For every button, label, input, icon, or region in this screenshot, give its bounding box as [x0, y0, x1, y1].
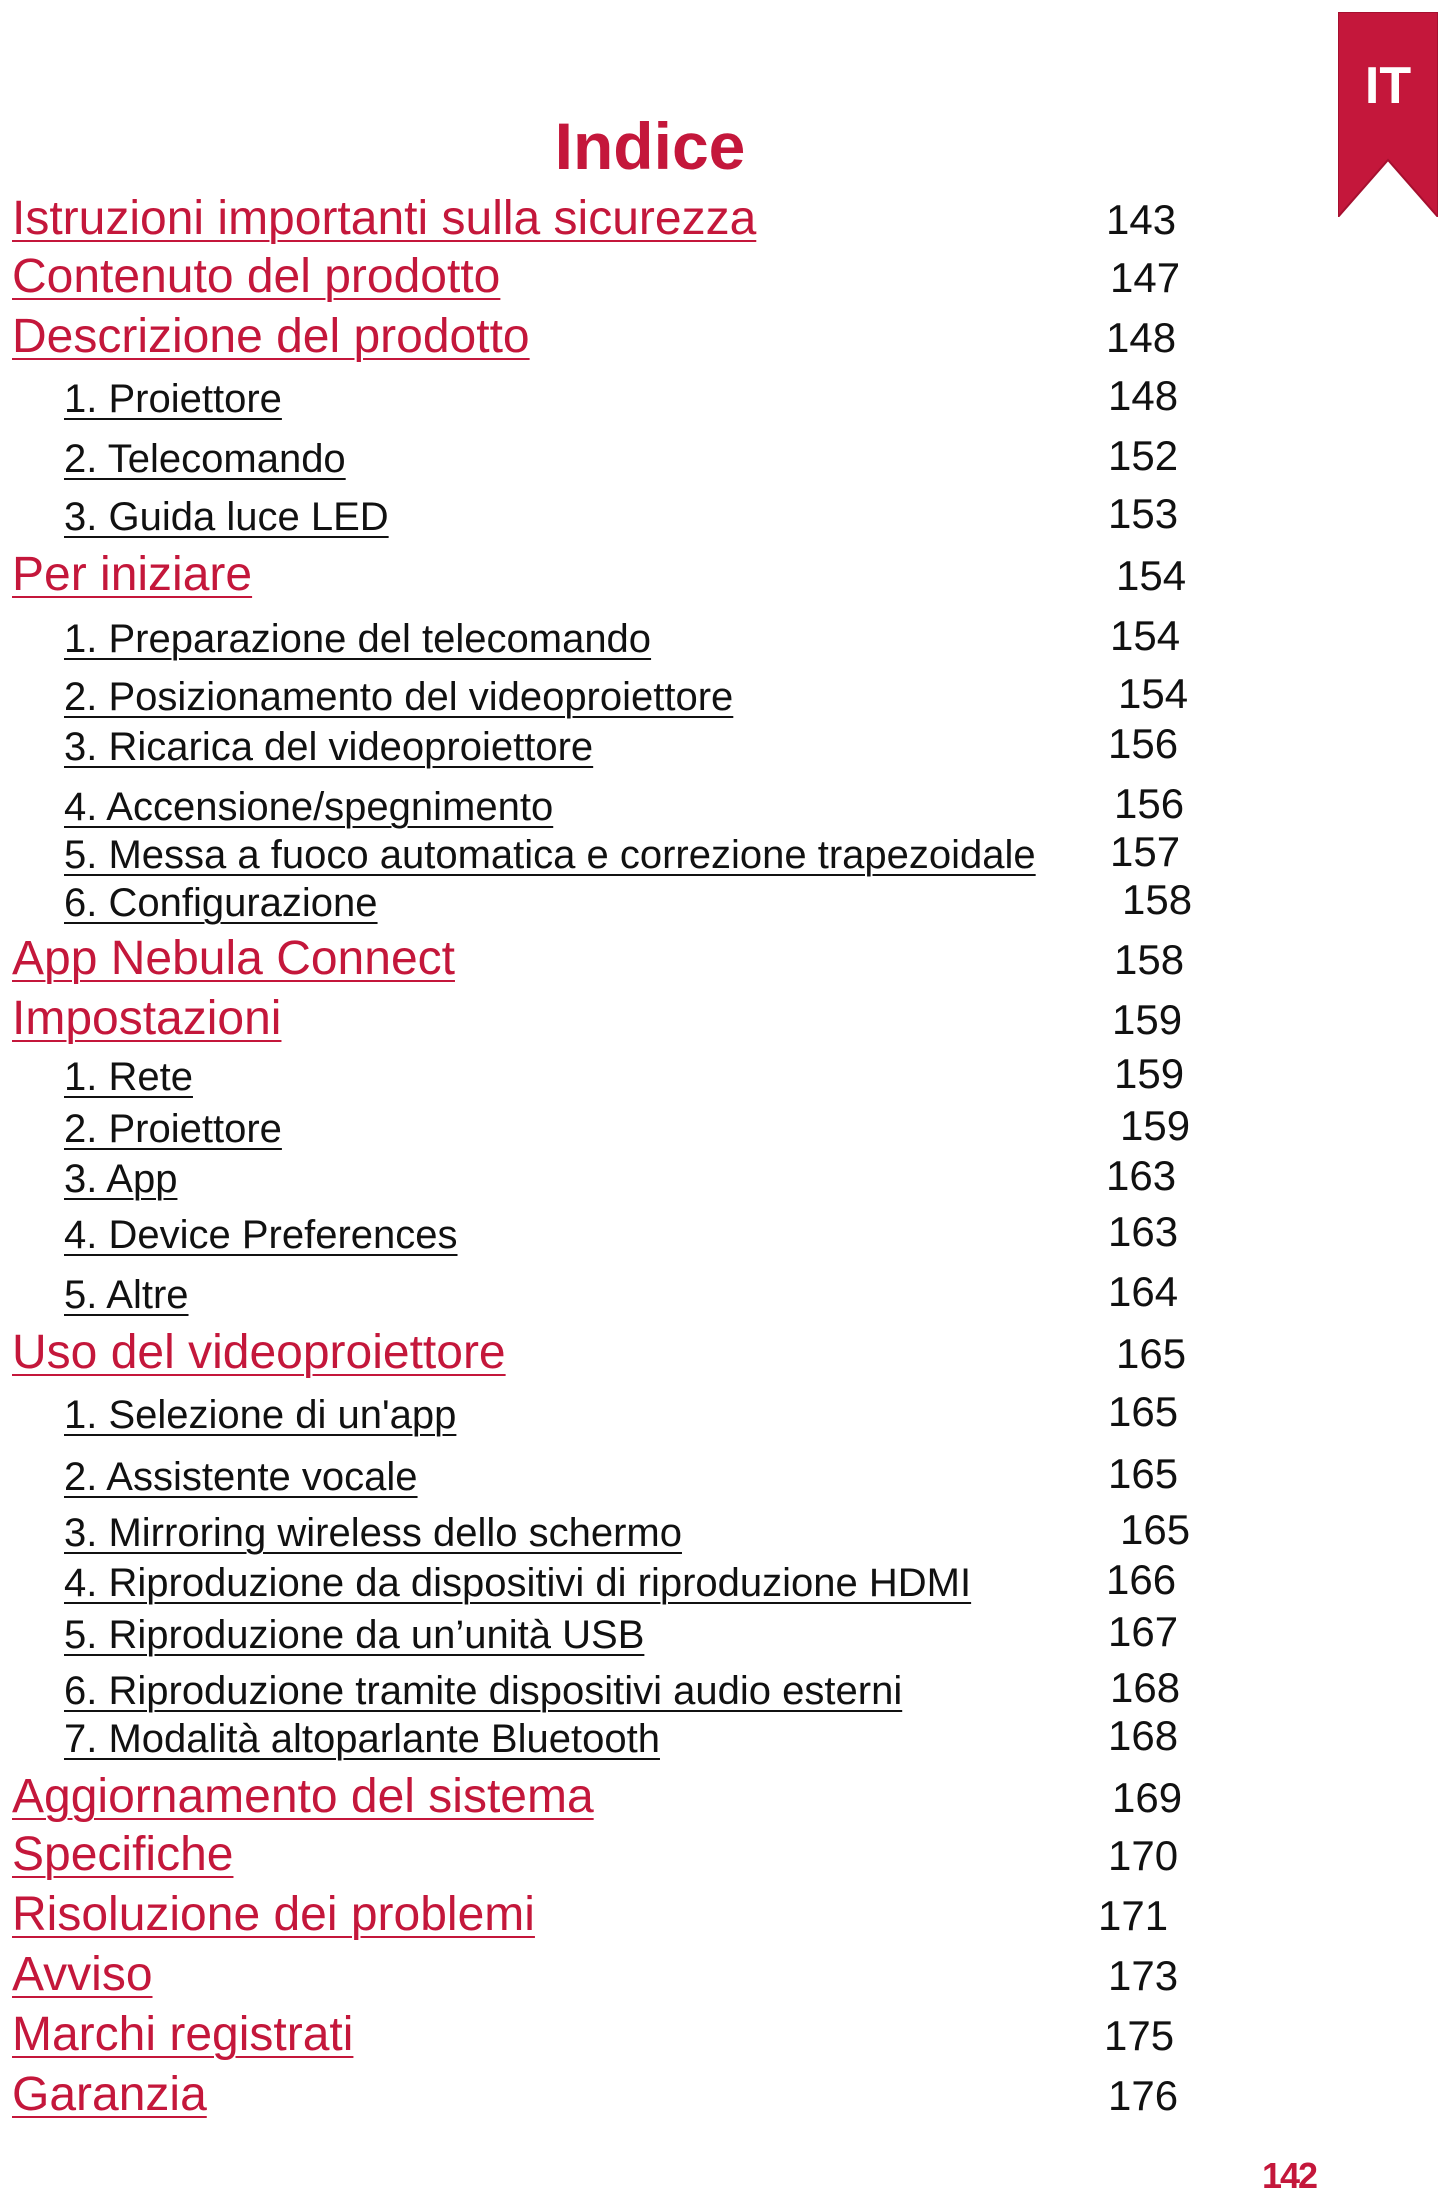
toc-subsection-entry	[0, 610, 1443, 670]
toc-page-number: 154	[1110, 612, 1181, 659]
toc-page-number: 176	[1108, 2072, 1179, 2119]
toc-entry-link[interactable]: 1. Proiettore	[64, 377, 282, 421]
toc-page-number: 157	[1110, 828, 1181, 875]
toc-entry-link[interactable]: Descrizione del prodotto	[12, 310, 530, 363]
toc-section-entry	[0, 934, 1443, 994]
toc-page-number: 154	[1118, 670, 1189, 717]
toc-page-number: 165	[1120, 1506, 1191, 1553]
toc-entry-link[interactable]: Avviso	[12, 1948, 153, 2001]
toc-page-number: 175	[1104, 2012, 1175, 2059]
toc-section-entry	[0, 252, 1443, 312]
toc-page-number: 158	[1114, 936, 1185, 983]
toc-entry-link[interactable]: 2. Proiettore	[64, 1107, 282, 1151]
toc-entry-link[interactable]: Uso del videoproiettore	[12, 1326, 506, 1379]
toc-entry-link[interactable]: 7. Modalità altoparlante Bluetooth	[64, 1717, 660, 1761]
toc-subsection-entry	[0, 488, 1443, 548]
toc-entry-link[interactable]: 4. Accensione/spegnimento	[64, 785, 554, 829]
toc-page-number: 173	[1108, 1952, 1179, 1999]
toc-subsection-entry	[0, 1206, 1443, 1266]
toc-section-entry	[0, 312, 1443, 372]
toc-entry-link[interactable]: 2. Posizionamento del videoproiettore	[64, 675, 734, 719]
toc-page-number: 154	[1116, 552, 1187, 599]
toc-entry-link[interactable]: Impostazioni	[12, 992, 282, 1045]
toc-subsection-entry	[0, 1606, 1443, 1666]
toc-entry-link[interactable]: Specifiche	[12, 1828, 234, 1881]
toc-page-number: 165	[1108, 1450, 1179, 1497]
toc-page-number: 148	[1108, 372, 1179, 419]
toc-section-entry	[0, 1890, 1443, 1950]
toc-page-number: 159	[1120, 1102, 1191, 1149]
toc-entry-link[interactable]: 5. Altre	[64, 1273, 189, 1317]
toc-section-entry	[0, 994, 1443, 1054]
toc-entry-link[interactable]: 2. Assistente vocale	[64, 1455, 418, 1499]
toc-page-number: 168	[1110, 1664, 1181, 1711]
toc-entry-link[interactable]: 6. Riproduzione tramite dispositivi audio esterni	[64, 1669, 903, 1713]
toc-entry-link[interactable]: Per iniziare	[12, 548, 253, 601]
toc-entry-link[interactable]: Istruzioni importanti sulla sicurezza	[12, 192, 757, 245]
toc-page-number: 148	[1106, 314, 1177, 361]
toc-entry-link[interactable]: 1. Selezione di un'app	[64, 1393, 457, 1437]
toc-page-number: 166	[1106, 1556, 1177, 1603]
toc-entry-link[interactable]: 3. Mirroring wireless dello schermo	[64, 1511, 682, 1555]
toc-page-number: 163	[1106, 1152, 1177, 1199]
toc-page-number: 158	[1122, 876, 1193, 923]
toc-page-number: 167	[1108, 1608, 1179, 1655]
toc-subsection-entry	[0, 1710, 1443, 1770]
toc-entry-link[interactable]: Risoluzione dei problemi	[12, 1888, 535, 1941]
toc-subsection-entry	[0, 430, 1443, 490]
toc-entry-link[interactable]: Marchi registrati	[12, 2008, 354, 2061]
toc-subsection-entry	[0, 1048, 1443, 1108]
toc-entry-link[interactable]: 4. Device Preferences	[64, 1213, 458, 1257]
toc-section-entry	[0, 1772, 1443, 1832]
toc-section-entry	[0, 1328, 1443, 1388]
toc-page-number: 170	[1108, 1832, 1179, 1879]
toc-page-number: 164	[1108, 1268, 1179, 1315]
toc-page-number: 159	[1112, 996, 1183, 1043]
language-code: IT	[1364, 57, 1412, 115]
toc-entry-link[interactable]: 6. Configurazione	[64, 881, 378, 925]
toc-page-number: 153	[1108, 490, 1179, 537]
toc-entry-link[interactable]: 2. Telecomando	[64, 437, 346, 481]
toc-subsection-entry	[0, 1150, 1443, 1210]
toc-entry-link[interactable]: 3. Ricarica del videoproiettore	[64, 725, 594, 769]
toc-page-number: 171	[1098, 1892, 1169, 1939]
toc-entry-link[interactable]: Aggiornamento del sistema	[12, 1770, 594, 1823]
toc-page-number: 159	[1114, 1050, 1185, 1097]
toc-subsection-entry	[0, 718, 1443, 778]
toc-subsection-entry	[0, 370, 1443, 430]
toc-page-number: 165	[1108, 1388, 1179, 1435]
toc-page-number: 147	[1110, 254, 1181, 301]
toc-page-number: 156	[1108, 720, 1179, 767]
toc-page-number: 165	[1116, 1330, 1187, 1377]
toc-entry-link[interactable]: 4. Riproduzione da dispositivi di riproduzione HDMI	[64, 1561, 972, 1605]
toc-entry-link[interactable]: 1. Preparazione del telecomando	[64, 617, 652, 661]
toc-page-number: 163	[1108, 1208, 1179, 1255]
toc-entry-link[interactable]: Contenuto del prodotto	[12, 250, 501, 303]
toc-entry-link[interactable]: 5. Messa a fuoco automatica e correzione trapezoidale	[64, 833, 1036, 877]
toc-subsection-entry	[0, 1448, 1443, 1508]
toc-section-entry	[0, 2010, 1443, 2070]
toc-section-entry	[0, 550, 1443, 610]
toc-entry-link[interactable]: App Nebula Connect	[12, 932, 455, 985]
toc-subsection-entry	[0, 1554, 1443, 1614]
toc-page-number: 169	[1112, 1774, 1183, 1821]
toc-section-entry	[0, 194, 1443, 254]
toc-entry-link[interactable]: 1. Rete	[64, 1055, 193, 1099]
toc-page-number: 168	[1108, 1712, 1179, 1759]
toc-page-number: 156	[1114, 780, 1185, 827]
toc-entry-link[interactable]: 3. Guida luce LED	[64, 495, 389, 539]
toc-section-entry	[0, 1950, 1443, 2010]
toc-entry-link[interactable]: Garanzia	[12, 2068, 207, 2121]
toc-entry-link[interactable]: 3. App	[64, 1157, 178, 1201]
toc-section-entry	[0, 1830, 1443, 1890]
toc-section-entry	[0, 2070, 1443, 2130]
toc-subsection-entry	[0, 1266, 1443, 1326]
page-number: 142	[1262, 2155, 1317, 2196]
toc-subsection-entry	[0, 1386, 1443, 1446]
page-title: Indice	[554, 109, 746, 183]
toc-subsection-entry	[0, 874, 1443, 934]
toc-entry-link[interactable]: 5. Riproduzione da un’unità USB	[64, 1613, 645, 1657]
toc-page-number: 152	[1108, 432, 1179, 479]
toc-page-number: 143	[1106, 196, 1177, 243]
